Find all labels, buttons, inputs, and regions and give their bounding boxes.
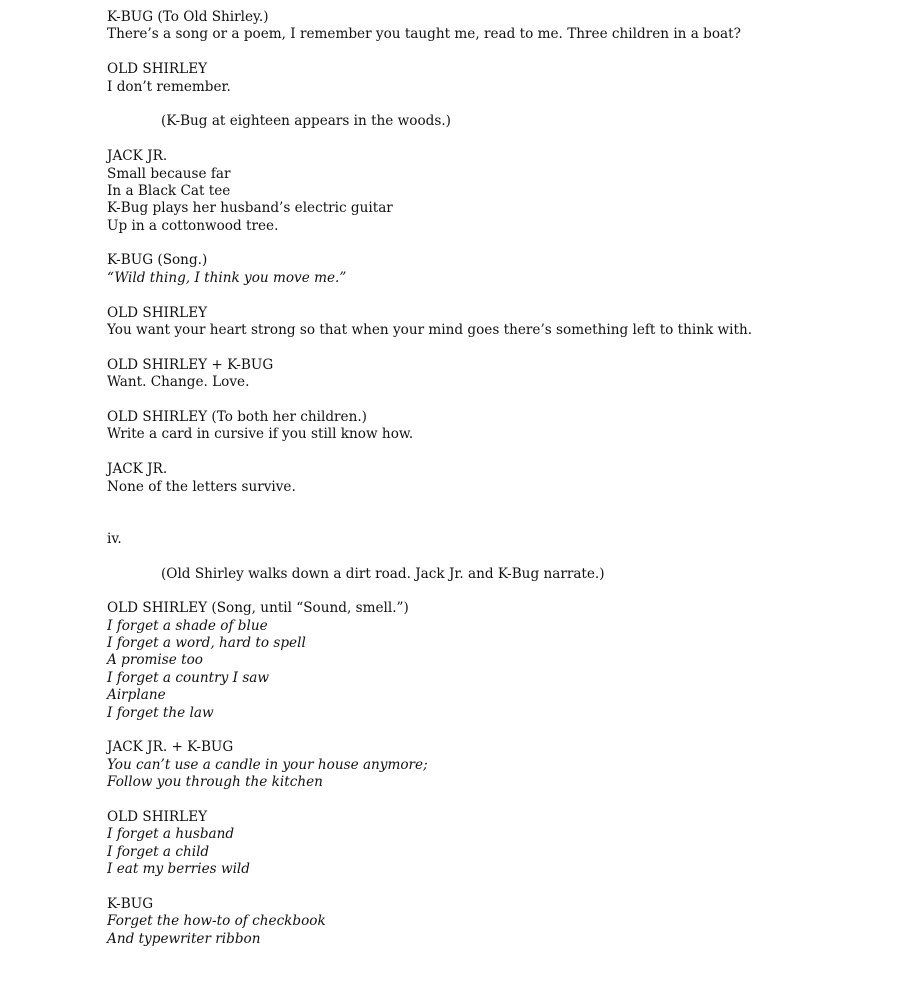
spacer (107, 235, 867, 252)
spacer (107, 444, 867, 461)
dialogue-line: Small because far (107, 165, 231, 182)
song-line: You can’t use a candle in your house anymore; (107, 756, 428, 773)
dialogue-line: Want. Change. Love. (107, 374, 250, 391)
song-line: Forget the how-to of checkbook (107, 913, 326, 930)
song-line: I forget a word, hard to spell (107, 635, 306, 652)
speaker-name: JACK JR. (107, 148, 168, 165)
section-heading: iv. (107, 530, 122, 547)
speaker-name: OLD SHIRLEY + K-BUG (107, 356, 274, 373)
song-line: I forget a country I saw (107, 669, 270, 686)
speaker-name: OLD SHIRLEY (Song, until “Sound, smell.”) (107, 600, 409, 617)
script-content (107, 9, 867, 948)
song-line: Follow you through the kitchen (107, 774, 323, 791)
spacer (107, 44, 867, 61)
spacer (107, 722, 867, 739)
spacer (107, 792, 867, 809)
spacer (107, 513, 867, 530)
dialogue-line: There’s a song or a poem, I remember you taught me, read to me. Three children in a boat? (107, 26, 741, 43)
speaker-name: OLD SHIRLEY (107, 808, 208, 825)
dialogue-line: Up in a cottonwood tree. (107, 217, 279, 234)
spacer (107, 131, 867, 148)
speaker-name: JACK JR. + K-BUG (107, 739, 234, 756)
song-line: I eat my berries wild (107, 861, 250, 878)
dialogue-line: In a Black Cat tee (107, 182, 231, 199)
spacer (107, 496, 867, 513)
song-line: Airplane (107, 687, 166, 704)
song-line: I forget a child (107, 843, 210, 860)
speaker-name: JACK JR. (107, 461, 168, 478)
song-line: And typewriter ribbon (107, 930, 261, 947)
speaker-name: OLD SHIRLEY (107, 304, 208, 321)
dialogue-line: K-Bug plays her husband’s electric guitar (107, 200, 393, 217)
speaker-name: K-BUG (To Old Shirley.) (107, 9, 269, 25)
speaker-name: K-BUG (107, 895, 154, 912)
speaker-name: OLD SHIRLEY (107, 61, 208, 78)
dialogue-line: None of the letters survive. (107, 478, 296, 495)
stage-direction: (K-Bug at eighteen appears in the woods.) (161, 113, 451, 130)
spacer (107, 339, 867, 356)
dialogue-line: You want your heart strong so that when your mind goes there’s something left to think with. (107, 322, 753, 339)
spacer (107, 96, 867, 113)
song-line: I forget the law (107, 704, 214, 721)
spacer (107, 287, 867, 304)
speaker-name: K-BUG (Song.) (107, 252, 208, 269)
song-line: I forget a husband (107, 826, 235, 843)
spacer (107, 548, 867, 565)
spacer (107, 879, 867, 896)
spacer (107, 583, 867, 600)
speaker-name: OLD SHIRLEY (To both her children.) (107, 408, 367, 425)
stage-direction: (Old Shirley walks down a dirt road. Jack Jr. and K-Bug narrate.) (161, 565, 605, 582)
spacer (107, 392, 867, 409)
song-line: I forget a shade of blue (107, 617, 268, 634)
song-line: “Wild thing, I think you move me.” (107, 269, 347, 286)
dialogue-line: Write a card in cursive if you still know how. (107, 426, 414, 443)
dialogue-line: I don’t remember. (107, 78, 231, 95)
song-line: A promise too (107, 652, 203, 669)
